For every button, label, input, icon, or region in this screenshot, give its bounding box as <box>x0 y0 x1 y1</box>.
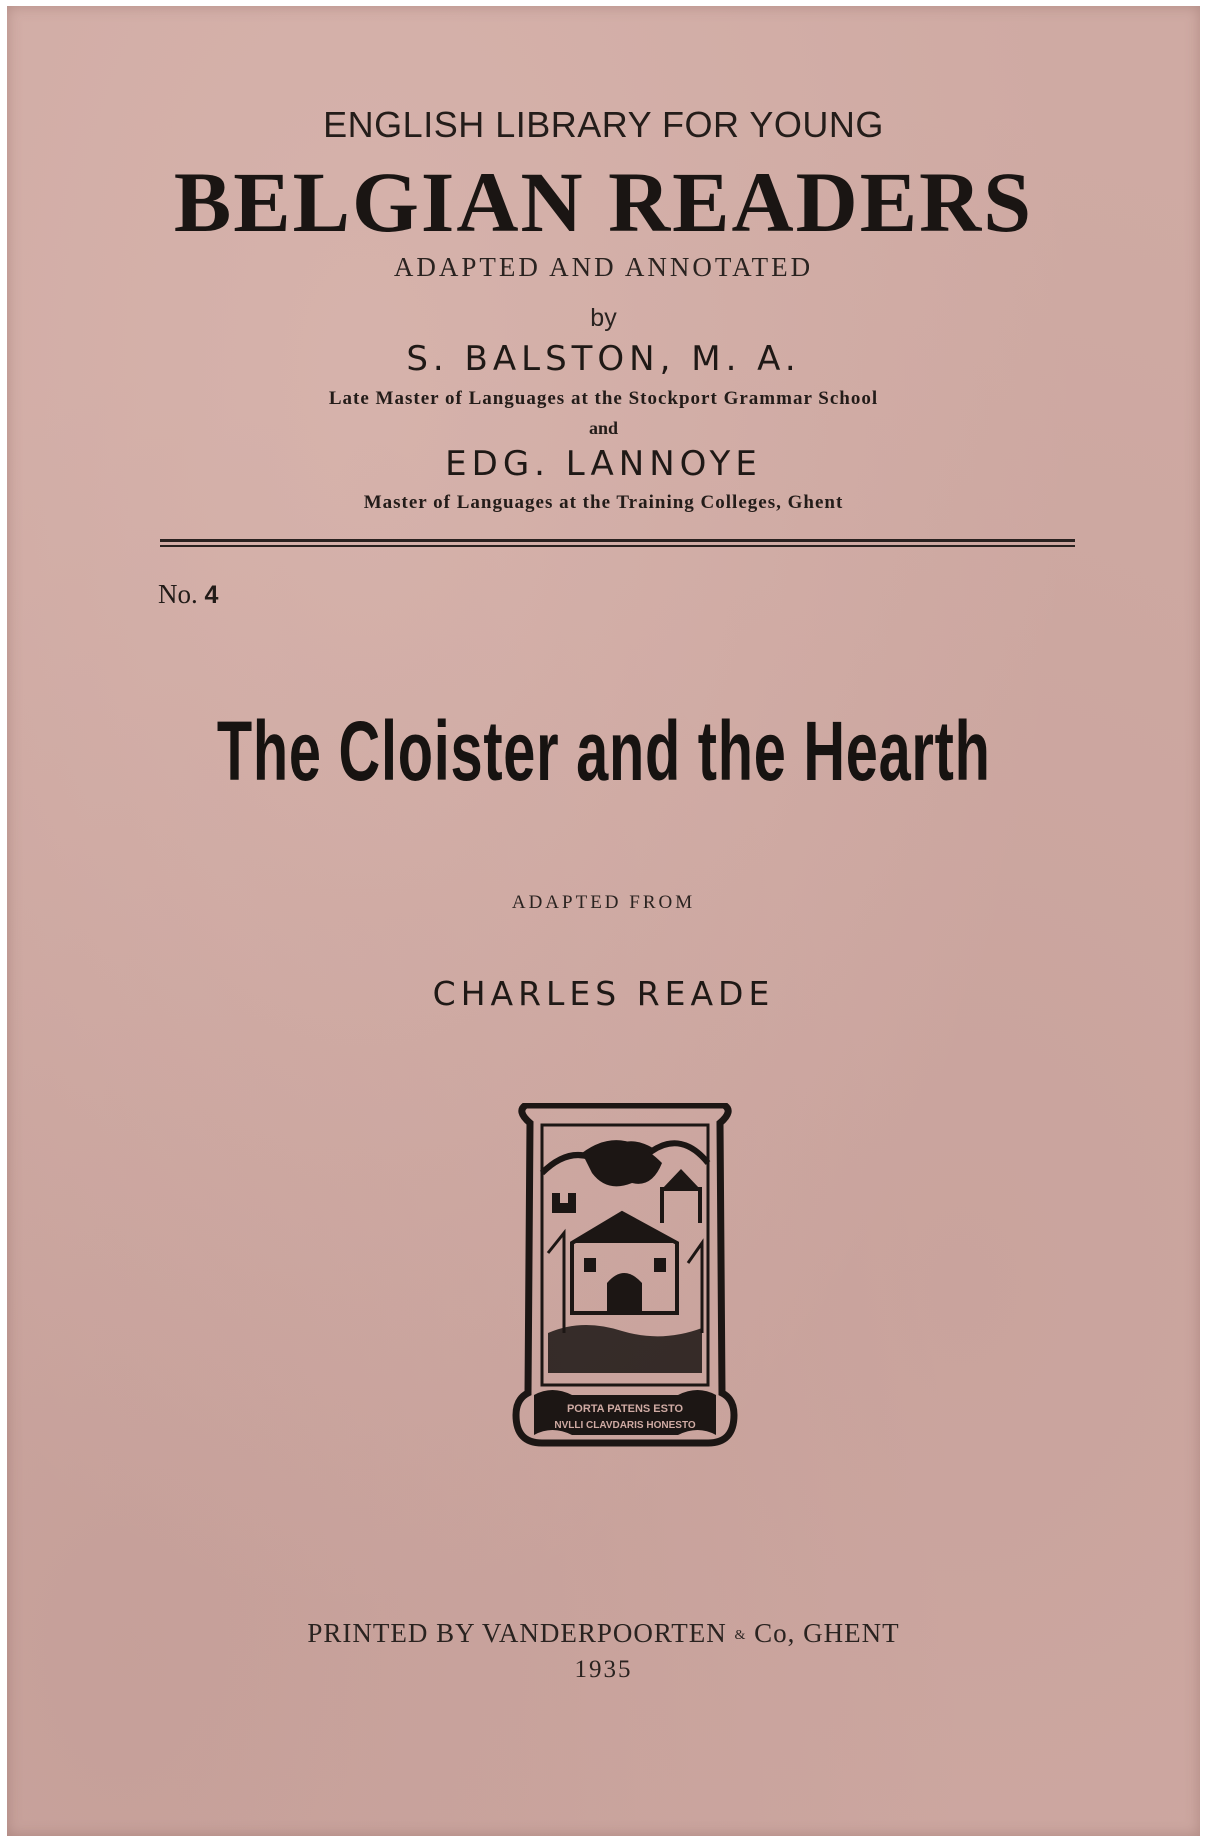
volume-number <box>158 579 218 610</box>
by-label: by <box>590 304 617 332</box>
publication-year: 1935 <box>574 1656 633 1683</box>
author-balston: S. BALSTON, M. A. <box>406 339 801 379</box>
volume-number-label: No. <box>158 579 198 609</box>
adapted-from-label: ADAPTED FROM <box>511 892 696 913</box>
volume-number-value: 4 <box>204 581 219 609</box>
printer-line <box>7 1618 1200 1649</box>
series-title: BELGIAN READERS <box>173 154 1034 250</box>
emblem-motto-line-2: NVLLI CLAVDARIS HONESTO <box>554 1420 696 1431</box>
book-title <box>7 703 1200 799</box>
emblem-motto-line-1: PORTA PATENS ESTO <box>566 1403 684 1415</box>
divider-rule-bottom <box>160 545 1075 547</box>
printer-co-city: Co, GHENT <box>754 1618 900 1648</box>
divider-rule-top <box>160 539 1075 542</box>
author-lannoye: EDG. LANNOYE <box>445 444 762 484</box>
printer-emblem-icon <box>512 1103 738 1449</box>
series-line: ENGLISH LIBRARY FOR YOUNG <box>323 104 884 145</box>
and-label: and <box>588 418 619 438</box>
source-author: CHARLES READE <box>432 974 775 1013</box>
printer-name: PRINTED BY VANDERPOORTEN <box>307 1618 727 1648</box>
printer-ampersand: & <box>734 1627 747 1643</box>
author-balston-role: Late Master of Languages at the Stockport Grammar School <box>328 388 879 409</box>
book-cover <box>7 6 1200 1836</box>
author-lannoye-role: Master of Languages at the Training Colleges, Ghent <box>363 492 844 513</box>
book-title-text: The Cloister and the Hearth <box>216 703 991 799</box>
adapted-annotated-label: ADAPTED AND ANNOTATED <box>393 252 814 282</box>
